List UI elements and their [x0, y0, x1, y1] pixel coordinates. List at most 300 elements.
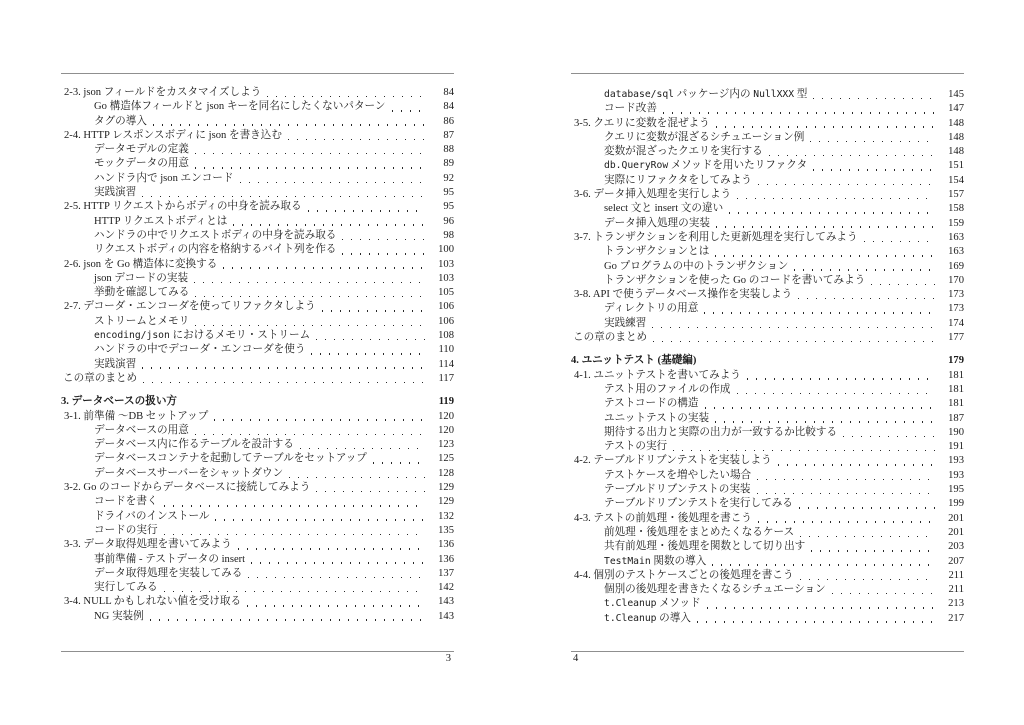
toc-entry[interactable]	[571, 454, 964, 468]
toc-entry-label	[604, 383, 731, 397]
plain-text: テストコードの構造	[604, 398, 699, 410]
toc-chapter-entry[interactable]	[61, 395, 454, 409]
toc-entry[interactable]	[61, 424, 454, 438]
toc-entry[interactable]	[571, 512, 964, 526]
toc-entry-page: 187	[948, 412, 964, 424]
plain-text: 2-6. json を Go 構造体に変換する	[64, 258, 218, 270]
dot-leader	[737, 198, 935, 200]
toc-entry[interactable]	[61, 567, 454, 581]
plain-text: 共有前処理・後処理を関数として切り出す	[604, 541, 806, 553]
dot-leader	[707, 607, 935, 609]
toc-entry-label	[94, 553, 245, 567]
toc-entry-page: 88	[443, 144, 454, 156]
toc-entry[interactable]	[571, 302, 964, 316]
dot-leader	[798, 298, 935, 300]
toc-entry-page: 84	[443, 87, 454, 98]
toc-entry-label	[94, 343, 305, 357]
toc-entry-label	[94, 186, 136, 200]
toc-entry-label	[604, 102, 657, 116]
toc-entry-page: 95	[443, 187, 454, 199]
toc-entry-page: 92	[443, 172, 454, 184]
page-number: 4	[573, 653, 579, 664]
toc-entry-label	[64, 86, 261, 100]
toc-entry-page: 125	[438, 453, 454, 465]
toc-entry-page: 191	[948, 441, 964, 453]
toc-entry-label	[574, 231, 858, 245]
toc-entry-page: 195	[948, 484, 964, 496]
plain-text: データ挿入処理の実装	[604, 217, 710, 229]
toc-entry[interactable]	[61, 358, 454, 372]
toc-entry-label	[604, 88, 807, 102]
toc-entry-label	[94, 495, 158, 509]
dot-leader	[813, 169, 935, 171]
toc-entry-label	[94, 358, 136, 372]
toc-entry-label	[64, 258, 217, 272]
toc-entry[interactable]	[61, 286, 454, 300]
toc-entry[interactable]	[571, 145, 964, 159]
toc-entry-label	[64, 595, 241, 609]
toc-entry[interactable]	[571, 397, 964, 411]
toc-entry[interactable]	[571, 369, 964, 383]
toc-entry-label	[94, 243, 336, 257]
dot-leader	[195, 153, 425, 155]
toc-chapter-entry[interactable]	[571, 354, 964, 368]
plain-text: select 文と insert 文の違い	[604, 203, 724, 215]
toc-entry-label	[604, 317, 646, 331]
toc-entry[interactable]	[61, 343, 454, 357]
toc-entry-label	[604, 217, 710, 231]
toc-entry[interactable]	[571, 583, 964, 597]
toc-entry-page: 203	[948, 541, 964, 553]
plain-text: NG 実装例	[94, 610, 144, 622]
toc-entry-label	[604, 131, 804, 145]
plain-text: 実践演習	[94, 358, 137, 370]
plain-text: 期待する出力と実際の出力が一致するか比較する	[604, 426, 838, 438]
toc-entry-page: 170	[948, 274, 964, 286]
plain-text: クエリに変数が混ざるシチュエーション例	[604, 131, 805, 143]
toc-entry-page: 173	[948, 303, 964, 315]
toc-entry-label	[94, 172, 234, 186]
toc-entry[interactable]	[571, 260, 964, 274]
toc-entry-label	[604, 597, 701, 611]
dot-leader	[251, 562, 425, 564]
toc-entry-page: 136	[438, 553, 454, 565]
toc-entry[interactable]	[571, 317, 964, 331]
toc-entry-label	[604, 583, 826, 597]
toc-entry[interactable]	[61, 172, 454, 186]
toc-entry-page: 119	[438, 396, 454, 408]
toc-entry[interactable]	[571, 412, 964, 426]
toc-entry-label	[604, 526, 794, 540]
toc-entry[interactable]	[61, 495, 454, 509]
plain-text: ストリームとメモリ	[94, 315, 190, 327]
toc-entry[interactable]	[571, 383, 964, 397]
dot-leader	[716, 226, 935, 228]
toc-entry[interactable]	[571, 497, 964, 511]
toc-entry[interactable]	[571, 217, 964, 231]
toc-entry[interactable]	[61, 129, 454, 143]
toc-entry-label	[604, 274, 865, 288]
toc-entry-label	[604, 555, 706, 569]
toc-entry-page: 132	[438, 510, 454, 522]
plain-text: 3-2. Go のコードからデータベースに接続してみよう	[64, 482, 311, 494]
toc-entry[interactable]	[61, 258, 454, 272]
toc-entry[interactable]	[61, 143, 454, 157]
toc-entry-label	[94, 610, 144, 624]
dot-leader	[150, 619, 425, 621]
dot-leader	[652, 327, 935, 329]
plain-text: 4-3. テストの前処理・後処理を書こう	[574, 512, 752, 524]
dot-leader	[195, 167, 425, 169]
toc-entry-page: 148	[948, 117, 964, 129]
toc-entry[interactable]	[571, 245, 964, 259]
toc-entry[interactable]	[61, 610, 454, 624]
toc-entry-page: 96	[443, 215, 454, 227]
toc-entry-page: 181	[948, 398, 964, 410]
toc-entry[interactable]	[61, 315, 454, 329]
dot-leader	[311, 353, 425, 355]
dot-leader	[810, 141, 935, 143]
dot-leader	[164, 534, 425, 536]
toc-entry-label	[64, 129, 282, 143]
code-text: db.QueryRow	[604, 160, 669, 172]
toc-entry-label	[64, 200, 302, 214]
code-text: NullXXX	[753, 89, 795, 100]
toc-entry[interactable]	[61, 86, 454, 100]
dot-leader	[240, 182, 426, 184]
plain-text: 型	[794, 89, 808, 100]
toc-entry-label	[94, 143, 189, 157]
toc-entry[interactable]	[61, 481, 454, 495]
plain-text: モックデータの用意	[94, 158, 190, 170]
plain-text: メソッド	[656, 598, 701, 610]
toc-entry-page: 201	[948, 512, 964, 524]
toc-entry-label	[604, 497, 793, 511]
toc-entry-page: 163	[948, 246, 964, 258]
dot-leader	[164, 505, 425, 507]
dot-leader	[195, 325, 425, 327]
toc-entry-label	[573, 331, 647, 345]
plain-text: におけるメモリ・ストリーム	[169, 330, 311, 342]
toc-entry-page: 106	[438, 301, 454, 313]
toc-entry-label	[604, 145, 763, 159]
toc-entry-page: 120	[438, 410, 454, 422]
dot-leader	[715, 255, 935, 257]
page-number: 3	[445, 653, 451, 664]
plain-text: 3-6. データ挿入処理を実行しよう	[574, 189, 732, 201]
toc-entry-page: 114	[438, 358, 454, 370]
toc-entry[interactable]	[61, 410, 454, 424]
toc-entry[interactable]	[61, 538, 454, 552]
dot-leader	[737, 393, 936, 395]
plain-text: 事前準備 - テストデータの insert	[94, 553, 246, 565]
toc-entry-page: 87	[443, 129, 454, 141]
plain-text: 4. ユニットテスト (基礎編)	[571, 355, 697, 367]
dot-leader	[195, 434, 425, 436]
toc-entry-label	[604, 540, 805, 554]
toc-entry[interactable]	[571, 131, 964, 145]
toc-entry[interactable]	[61, 200, 454, 214]
toc-entry-label	[94, 567, 242, 581]
dot-leader	[316, 339, 425, 341]
plain-text: 3-8. API で使うデータベース操作を実装しよう	[574, 289, 793, 301]
toc-entry-label	[604, 469, 751, 483]
plain-text: 実行してみる	[94, 582, 158, 594]
toc-entry-label	[61, 395, 177, 409]
dot-leader	[712, 564, 935, 566]
plain-text: ユニットテストの実装	[604, 412, 710, 424]
toc-entry-label	[574, 569, 794, 583]
code-text: database/sql	[604, 89, 674, 100]
footer-rule	[61, 651, 454, 652]
toc-entry-page: 211	[948, 569, 964, 581]
toc-entry[interactable]	[571, 540, 964, 554]
code-text: t.Cleanup	[604, 612, 657, 624]
toc-entry[interactable]	[61, 467, 454, 481]
toc-entry-page: 143	[438, 610, 454, 622]
toc-entry-label	[94, 272, 188, 286]
toc-entry-page: 108	[438, 330, 454, 342]
plain-text: ドライバのインストール	[94, 510, 210, 522]
plain-text: 4-4. 個別のテストケースごとの後処理を書こう	[574, 569, 794, 581]
toc-entry-page: 103	[438, 272, 454, 284]
dot-leader	[757, 493, 935, 495]
toc-entry-label	[571, 354, 696, 368]
toc-entry[interactable]	[61, 115, 454, 129]
toc-entry[interactable]	[61, 186, 454, 200]
toc-entry[interactable]	[61, 272, 454, 286]
toc-entry-page: 163	[948, 231, 964, 243]
toc-entries	[61, 86, 454, 624]
toc-entry-page: 169	[948, 260, 964, 272]
plain-text: 関数の導入	[650, 555, 707, 567]
toc-entry[interactable]	[61, 215, 454, 229]
dot-leader	[233, 224, 425, 226]
plain-text: テストの実行	[604, 441, 668, 453]
dot-leader	[195, 296, 425, 298]
toc-entry[interactable]	[571, 288, 964, 302]
toc-entry-label	[604, 440, 667, 454]
toc-entry-label	[94, 438, 294, 452]
toc-entry[interactable]	[61, 438, 454, 452]
plain-text: テスト用のファイルの作成	[604, 383, 731, 395]
toc-entry[interactable]	[61, 581, 454, 595]
dot-leader	[811, 550, 935, 552]
toc-entry[interactable]	[61, 372, 454, 386]
plain-text: データベースの用意	[94, 424, 189, 436]
plain-text: 実践演習	[94, 187, 137, 199]
dot-leader	[778, 464, 935, 466]
toc-entry-page: 181	[948, 369, 964, 381]
toc-entry-label	[94, 215, 227, 229]
toc-entry-label	[94, 452, 367, 466]
toc-entry-label	[64, 538, 232, 552]
plain-text: トランザクションを使った Go のコードを書いてみよう	[604, 274, 866, 286]
toc-entry[interactable]	[571, 231, 964, 245]
toc-entry-page: 173	[948, 289, 964, 301]
dot-leader	[308, 210, 425, 212]
toc-entry-page: 147	[948, 103, 964, 115]
dot-leader	[143, 382, 425, 384]
plain-text: ハンドラ内で json エンコード	[94, 172, 234, 184]
dot-leader	[342, 239, 425, 241]
plain-text: データモデルの定義	[94, 144, 189, 156]
toc-entry[interactable]	[571, 331, 964, 345]
toc-entry[interactable]	[61, 100, 454, 114]
toc-entry-label	[604, 612, 691, 626]
code-text: encoding/json	[94, 330, 170, 342]
toc-entry[interactable]	[571, 597, 964, 611]
plain-text: 3-5. クエリに変数を混ぜよう	[574, 117, 710, 129]
toc-entry-page: 143	[438, 596, 454, 608]
toc-entry[interactable]	[571, 102, 964, 116]
toc-entry-label	[94, 315, 189, 329]
toc-entry[interactable]	[571, 469, 964, 483]
toc-entry[interactable]	[61, 452, 454, 466]
toc-entry-label	[94, 286, 189, 300]
toc-entry-page: 181	[948, 383, 964, 395]
toc-entry-label	[574, 512, 752, 526]
plain-text: 2-5. HTTP リクエストからボディの中身を読み取る	[64, 201, 302, 213]
toc-page-left	[61, 0, 454, 725]
footer-rule	[571, 651, 964, 652]
toc-entry[interactable]	[61, 157, 454, 171]
toc-entry[interactable]	[571, 202, 964, 216]
toc-entry-page: 106	[438, 315, 454, 327]
plain-text: テーブルドリブンテストの実装	[604, 484, 751, 496]
dot-leader	[214, 419, 425, 421]
dot-leader	[238, 548, 425, 550]
code-text: t.Cleanup	[604, 598, 657, 610]
toc-entry[interactable]	[61, 595, 454, 609]
plain-text: json デコードの実装	[94, 272, 189, 284]
plain-text: 挙動を確認してみる	[94, 287, 190, 299]
plain-text: 3-1. 前準備 〜DB セットアップ	[64, 410, 209, 422]
dot-leader	[142, 367, 425, 369]
toc-entry-page: 89	[443, 158, 454, 170]
dot-leader	[164, 591, 425, 593]
toc-entry-page: 201	[948, 526, 964, 538]
toc-entry-page: 129	[438, 482, 454, 494]
toc-entry-page: 158	[948, 203, 964, 215]
toc-entry-page: 159	[948, 217, 964, 229]
plain-text: HTTP リクエストボディとは	[94, 215, 228, 227]
dot-leader	[288, 139, 425, 141]
plain-text: 3-4. NULL かもしれない値を受け取る	[64, 596, 242, 608]
code-text: TestMain	[604, 555, 651, 567]
plain-text: ディレクトリの用意	[604, 303, 699, 315]
toc-entry[interactable]	[61, 524, 454, 538]
dot-leader	[316, 491, 425, 493]
plain-text: 3-7. トランザクションを利用した更新処理を実行してみよう	[574, 231, 858, 243]
plain-text: データベースサーバーをシャットダウン	[94, 467, 284, 479]
toc-entry-label	[64, 481, 310, 495]
toc-entry-page: 135	[438, 524, 454, 536]
plain-text: 変数が混ざったクエリを実行する	[604, 146, 763, 158]
toc-entry[interactable]	[571, 274, 964, 288]
toc-entry-label	[604, 202, 723, 216]
plain-text: 2-4. HTTP レスポンスボディに json を書き込む	[64, 129, 282, 141]
header-rule	[571, 73, 964, 74]
dot-leader	[215, 519, 425, 521]
toc-entry[interactable]	[61, 300, 454, 314]
plain-text: 2-3. json フィールドをカスタマイズしよう	[64, 87, 262, 98]
dot-leader	[729, 212, 935, 214]
toc-entry[interactable]	[571, 159, 964, 173]
toc-entry[interactable]	[61, 229, 454, 243]
toc-entry-page: 207	[948, 555, 964, 567]
dot-leader	[758, 184, 935, 186]
toc-entry-label	[604, 412, 709, 426]
plain-text: 3-3. データ取得処理を書いてみよう	[64, 539, 232, 551]
toc-entry[interactable]	[571, 569, 964, 583]
dot-leader	[194, 282, 425, 284]
toc-entry[interactable]	[571, 483, 964, 497]
toc-entry-page: 190	[948, 426, 964, 438]
dot-leader	[843, 436, 935, 438]
dot-leader	[342, 253, 425, 255]
plain-text: タグの導入	[94, 115, 147, 127]
dot-leader	[663, 112, 935, 114]
toc-entry-label	[604, 245, 709, 259]
plain-text: 4-2. テーブルドリブンテストを実装しよう	[574, 455, 772, 467]
dot-leader	[153, 124, 425, 126]
toc-entry-page: 129	[438, 496, 454, 508]
toc-entry[interactable]	[61, 510, 454, 524]
toc-entry[interactable]	[571, 188, 964, 202]
plain-text: 前処理・後処理をまとめたくなるケース	[604, 526, 795, 538]
toc-entry-label	[94, 115, 147, 129]
plain-text: テストケースを増やしたい場合	[604, 469, 752, 481]
toc-entry-label	[94, 524, 158, 538]
toc-entry[interactable]	[571, 426, 964, 440]
toc-entry[interactable]	[571, 612, 964, 626]
toc-entry-label	[604, 260, 788, 274]
dot-leader	[716, 126, 935, 128]
toc-entry-page: 128	[438, 467, 454, 479]
toc-entry-page: 211	[948, 584, 964, 596]
toc-entry-page: 117	[438, 372, 454, 384]
toc-entry-label	[574, 188, 731, 202]
dot-leader	[747, 378, 935, 380]
dot-leader	[697, 621, 935, 623]
dot-leader	[800, 536, 935, 538]
toc-entry[interactable]	[571, 526, 964, 540]
toc-entry[interactable]	[571, 88, 964, 102]
toc-entry-page: 98	[443, 229, 454, 241]
plain-text: この章のまとめ	[573, 332, 648, 344]
plain-text: この章のまとめ	[63, 372, 138, 384]
toc-entry-page: 123	[438, 439, 454, 451]
toc-entry-label	[604, 302, 698, 316]
toc-entry[interactable]	[571, 174, 964, 188]
toc-entry[interactable]	[61, 553, 454, 567]
plain-text: 実践練習	[604, 317, 647, 329]
toc-entry-page: 142	[438, 582, 454, 594]
toc-entry[interactable]	[571, 440, 964, 454]
header-rule	[61, 73, 454, 74]
toc-entry-label	[574, 288, 792, 302]
plain-text: データベース内に作るテーブルを設計する	[94, 439, 294, 451]
plain-text: データベースコンテナを起動してテーブルをセットアップ	[94, 453, 367, 465]
toc-entry-label	[94, 581, 158, 595]
toc-entry-page: 95	[443, 201, 454, 213]
toc-entry[interactable]	[61, 329, 454, 343]
toc-entry[interactable]	[571, 117, 964, 131]
toc-entry[interactable]	[571, 555, 964, 569]
toc-entry[interactable]	[61, 243, 454, 257]
dot-leader	[300, 448, 425, 450]
